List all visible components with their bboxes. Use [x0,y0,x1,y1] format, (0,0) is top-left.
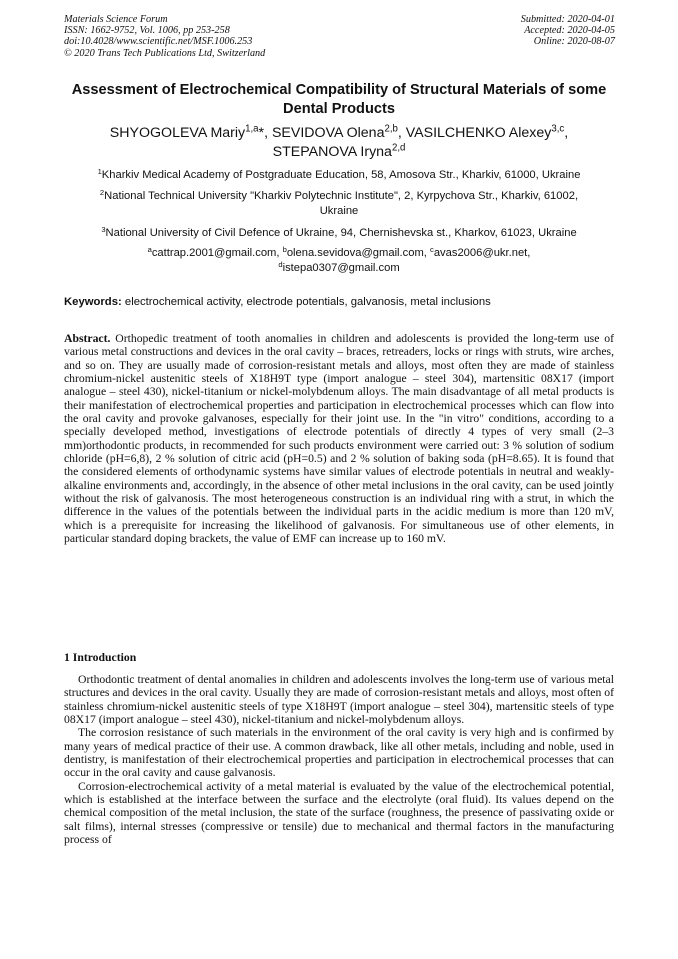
email-superscript: a [147,244,152,254]
affiliation-3 [62,226,616,241]
affiliation-text: National Technical University "Kharkiv Polytechnic Institute", 2, Kyrpychova Str., Kharkiv, 61002, Ukraine [104,190,579,217]
issn: ISSN: 1662-9752, Vol. 1006, pp 253-258 [64,25,230,37]
affiliation-2 [62,189,616,219]
email-b[interactable]: olena.sevidova@gmail.com, [286,247,430,259]
email-superscript: b [282,244,287,254]
keywords-label: Keywords: [64,296,122,308]
email-superscript: c [430,244,434,254]
submitted-date: Submitted: 2020-04-01 [520,14,615,25]
email-a[interactable]: cattrap.2001@gmail.com, [151,247,283,259]
affiliation-number: 1 [97,166,102,176]
affiliation-1 [62,168,616,183]
accepted-date: Accepted: 2020-04-05 [524,25,615,37]
author-name: SEVIDOVA Olena [271,125,385,141]
author-separator: *, [258,125,272,141]
author-name: STEPANOVA Iryna [272,143,392,160]
keywords [64,295,618,310]
journal-name: Materials Science Forum [64,14,168,25]
author-name: VASILCHENKO Alexey [405,125,552,141]
author-separator: , [397,125,406,141]
abstract-text: Orthopedic treatment of tooth anomalies in children and adolescents is provided the long-term use of various metal constructions and devices in the oral cavity – braces, retreaders, locks or rings with struts, wire arches, and so on. They are usually made of corrosion-resistant metals and alloys, most often they are made of stainless chromium-nickel austenitic steels of X18H9T type (import analogue – steel 304), martensitic 08X17 (import analogue – steel 430), nickel-titanium or nickel-molybdenum alloys. The main disadvantage of all metal products is their manifestation of electrochemical properties and participation in electrochemical processes which can flow into the oral cavity and provoke galvanoses, especially for their joint use. In the "in vitro" conditions, according to a specially developed method, investigations of electrode potentials of directly 4 types of very small (2–3 mm)orthodontic products, in recommended for such products environment were carried out: 3 % solution of sodium chloride (pH=6,8), 2 % solution of citric acid (pH=0.5) and 2 % solution of baking soda (pH=8.65). It is found that the considered elements of orthodynamic systems have similar values of electrode potentials in neutral and weakly-alkaline environments and, accordingly, in the absence of other metal inclusions in the oral cavity, can be used jointly without the risk of galvanosis. The most heterogeneous construction is an individual ring with a strut, in which the difference in the values of the potentials between the individual parts in the acidic medium is more than 120 mV, which is a prerequisite for increasing the likelihood of galvanosis. For simultaneous use of other elements, in particular standard doping brackets, the value of EMF can increase up to 160 mV. [64,332,614,546]
author-list [62,124,616,161]
abstract-label: Abstract. [64,332,111,345]
introduction-body [64,673,614,846]
doi: doi:10.4028/www.scientific.net/MSF.1006.253 [64,36,253,48]
section-heading: 1 Introduction [64,651,137,664]
email-d[interactable]: istepa0307@gmail.com [282,262,400,274]
author-superscript: 1,a [245,123,259,135]
affiliation-text: Kharkiv Medical Academy of Postgraduate Education, 58, Amosova Str., Kharkiv, 61000, Ukraine [101,169,581,181]
paragraph: Corrosion-electrochemical activity of a metal material is evaluated by the value of the electrochemical potential, which is established at the interface between the surface and the electrolyte (oral fluid). Its values depend on the chemical composition of the metal inclusion, the state of the surface (roughness, the presence of passivating oxide or salt films), internal stresses (compressive or tensile) due to mechanical and thermal factors in the manufacturing process of [64,779,614,847]
online-date: Online: 2020-08-07 [533,36,615,48]
paper-title: Assessment of Electrochemical Compatibility of Structural Materials of some Dental Products [71,82,607,117]
copyright: © 2020 Trans Tech Publications Ltd, Switzerland [64,47,266,59]
author-superscript: 2,b [384,123,398,135]
keywords-text: electrochemical activity, electrode potentials, galvanosis, metal inclusions [124,296,491,308]
email-list [62,246,616,276]
journal-info [64,14,265,59]
email-c[interactable]: avas2006@ukr.net, [433,247,531,259]
author-separator: , [564,125,569,141]
abstract [64,332,614,546]
author-superscript: 2,d [391,142,406,154]
affiliation-text: National University of Civil Defence of Ukraine, 94, Chernishevska st., Kharkov, 61023, Ukraine [105,227,577,239]
affiliation-number: 2 [99,187,105,197]
author-name: SHYOGOLEVA Mariy [109,125,246,141]
affiliation-number: 3 [101,224,106,234]
email-superscript: d [278,259,283,269]
paragraph: Orthodontic treatment of dental anomalies in children and adolescents involves the long-term use of various metal structures and devices in the oral cavity. Usually they are made of corrosion-resistant metals and alloys, most often of stainless chromium-nickel austenitic steels of type X18H9T (import analogue – steel 304), martensitic steels of type 08X17 (import analogue – steel 430), nickel-titanium and nickel-molybdenum alloys. [64,673,614,727]
author-superscript: 3,c [551,123,565,135]
publication-dates [521,14,615,48]
paragraph: The corrosion resistance of such materials in the environment of the oral cavity is very high and is confirmed by many years of medical practice of their use. A common drawback, like all other metals, including and noble, used in dentistry, is manifestation of their electrochemical properties and participation in electrochemical processes that can occur in the oral cavity and cause galvanosis. [64,726,614,780]
